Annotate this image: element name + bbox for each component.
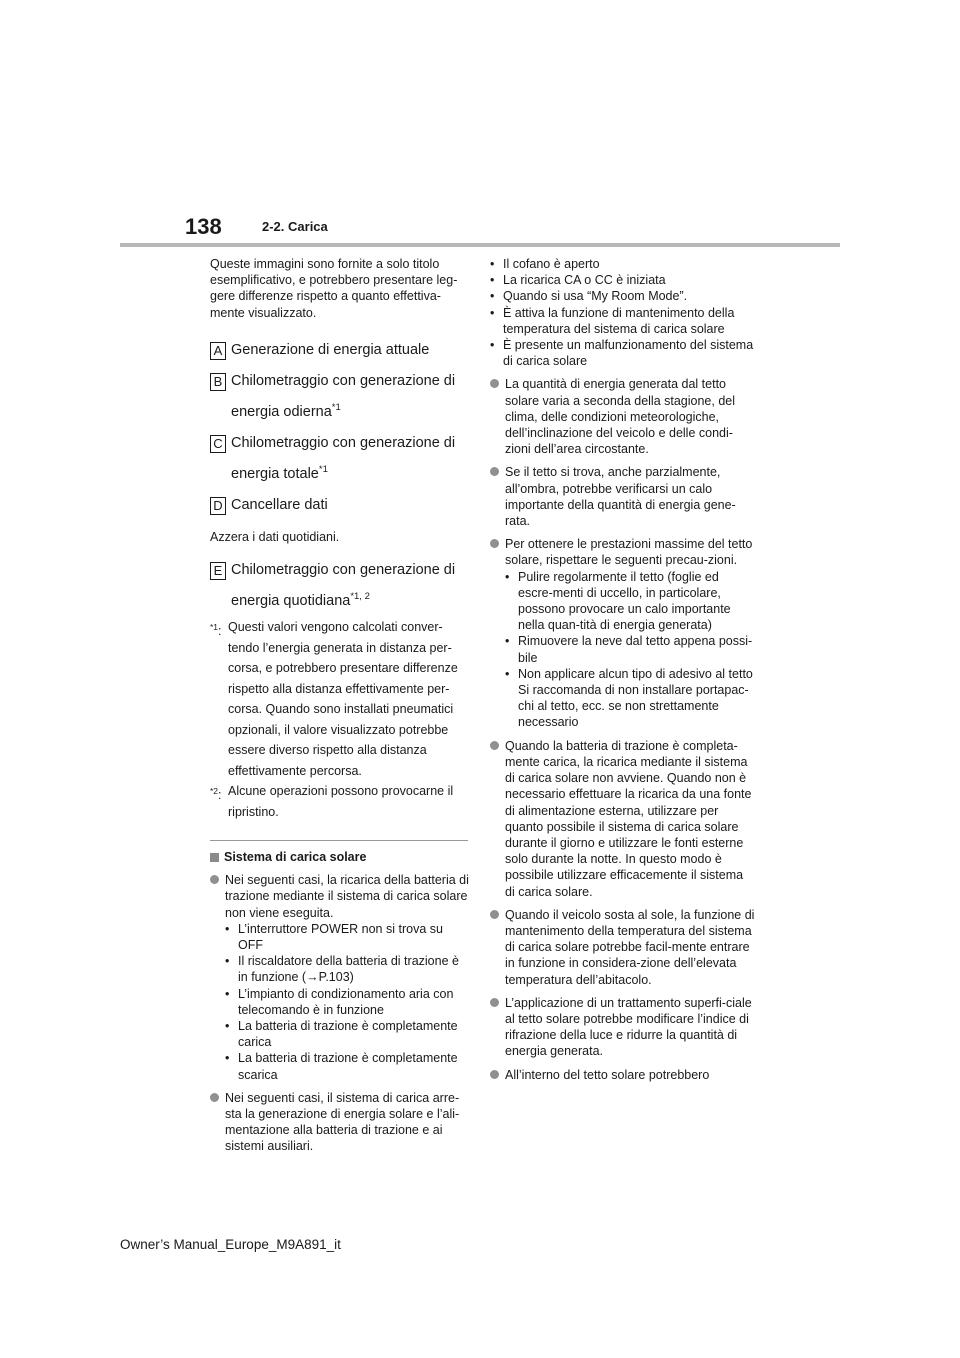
item-text: Generazione di energia attuale [231,341,430,358]
footer-label: Owner’s Manual_Europe_M9A891_it [120,1237,341,1252]
list-item [210,1090,470,1155]
list-item [490,995,755,1060]
sub-list-item: • La batteria di trazione è completamente scarica [225,1051,458,1082]
item-d-note: Azzera i dati quotidiani. [210,529,340,544]
bullet-text: Quando il veicolo sosta al sole, la funzione di mantenimento della temperatura del sistema di carica solare potrebbe facil-mente entrare in funzione in considera-zione dell’elevata temperatura dell’abitacolo. [505,907,755,987]
footnote-mark: *1 [210,622,219,633]
sub-list-item: • Il riscaldatore della batteria di trazione è in funzione (→P.103) [225,954,459,985]
list-item [490,464,755,529]
item-text: Cancellare dati [231,496,328,513]
sub-list-item: • È attiva la funzione di mantenimento della temperatura del sistema di carica solare [490,305,735,336]
bullet-dot-icon [490,1070,499,1079]
bullet-text: Nei seguenti casi, la ricarica della batteria di trazione mediante il sistema di carica solare non viene eseguita. [225,873,469,920]
section-label: 2-2. Carica [262,219,328,234]
sub-list-item: • L’interruttore POWER non si trova su OFF [225,921,443,953]
letter-badge: C [210,435,226,453]
section-heading [210,849,470,865]
bullet-text: All’interno del tetto solare potrebbero [505,1067,710,1082]
bullet-dot-icon [490,467,499,476]
item-text: Chilometraggio con generazione di energia quotidiana [231,562,456,610]
item-c [210,428,470,490]
list-item [490,1067,755,1083]
page-number: 138 [185,214,222,239]
sub-list [490,256,755,369]
bullet-dot-icon [210,1093,219,1102]
sub-list-item: • Quando si usa “My Room Mode”. [490,289,688,304]
bullet-text: Per ottenere le prestazioni massime del tetto solare, rispettare le seguenti precau-zioni. [505,537,753,568]
right-column [490,256,755,1090]
sub-list [225,921,470,1083]
bullet-text: La quantità di energia generata dal tetto solare varia a seconda della stagione, del clima, delle condizioni meteorologiche, dell’inclinazione del veicolo e delle condi-zioni dell’area circostante. [505,377,736,457]
sub-list-item: • L’impianto di condizionamento aria con telecomando è in funzione [225,986,454,1017]
item-b [210,366,470,428]
bullet-dot-icon [490,910,499,919]
item-text: Chilometraggio con generazione di energia odierna [231,372,456,420]
bullet-dot-icon [210,875,219,884]
bullet-dot-icon [490,741,499,750]
item-d [210,490,470,521]
letter-badge: E [210,562,226,580]
bullet-text: L’applicazione di un trattamento superfi-ciale al tetto solare potrebbe modificare l’indice di rifrazione della luce e ridurre la quantità di energia generata. [505,995,752,1059]
sub-list-item: • È presente un malfunzionamento del sistema di carica solare [490,338,754,369]
footnote-text: Questi valori vengono calcolati conver-tendo l’energia generata in distanza per-corsa, e potrebbero presentare differenze rispetto alla distanza effettivamente per-corsa. Quando sono installati pneumatici opzionali, il valore visualizzato potrebbe essere diverso rispetto alla distanza effettivamente percorsa. [228,620,458,778]
list-item [490,536,755,730]
footnote-ref: *1, 2 [350,591,370,603]
bullet-dot-icon [490,379,499,388]
sub-list-item: • Non applicare alcun tipo di adesivo al tetto Si raccomanda di non installare portapac-chi al tetto, ecc. se non strettamente necessario [505,666,753,730]
sub-list-item: • Il cofano è aperto [490,257,600,271]
footnote-1: $^{*1}$: Questi valori vengono calcolati conver-tendo l’energia generata in distanza per-corsa, e potrebbero presentare differenze rispetto alla distanza effettivamente per-corsa. Quando sono installati pneumatici opzionali, il valore visualizzato potrebbe essere diverso rispetto alla distanza effettivamente percorsa. [210,617,470,781]
footnote-2: $^{*2}$: Alcune operazioni possono provocarne il ripristino. [210,781,470,822]
bullet-dot-icon [490,539,499,548]
bullet-text: Quando la batteria di trazione è completa-mente carica, la ricarica mediante il sistema di carica solare non avviene. Quando non è necessario effettuare la ricarica da una fonte di alimentazione esterna, utilizzare per quanto possibile il sistema di carica solare durante il giorno e utilizzare le fonti esterne solo durante la notte. In questo modo è possibile utilizzare efficacemente il sistema di carica solare. [505,738,752,899]
list-item [490,907,755,988]
intro-paragraph: Queste immagini sono fornite a solo titolo esemplificativo, e potrebbero presentare leg-gere differenze rispetto a quanto effettiva-mente visualizzato. [210,257,458,320]
list-item [210,872,470,1083]
letter-badge: B [210,373,226,391]
sub-list-item: • La ricarica CA o CC è iniziata [490,273,666,288]
sub-list-item: • Rimuovere la neve dal tetto appena possi-bile [505,634,753,665]
footnote-text: Alcune operazioni possono provocarne il ripristino. [228,784,454,819]
sub-list-item: • La batteria di trazione è completamente carica [225,1019,458,1050]
list-item [490,376,755,457]
left-column [210,256,470,1162]
item-e [210,555,470,617]
sub-list-item: • Pulire regolarmente il tetto (foglie ed escre-menti di uccello, in particolare, possono provocare un calo importante nella quan-tità di energia generata) [505,569,731,633]
item-text: Chilometraggio con generazione di energia totale [231,434,456,482]
letter-badge: A [210,342,226,360]
footnote-mark: *2 [210,786,219,797]
footnote-ref: *1 [318,463,328,475]
bullet-text: Nei seguenti casi, il sistema di carica arre-sta la generazione di energia solare e l’ali-mentazione alla batteria di trazione e ai sistemi ausiliari. [225,1090,460,1154]
item-a [210,335,470,366]
letter-badge: D [210,497,226,515]
bullet-text: Se il tetto si trova, anche parzialmente, all’ombra, potrebbe verificarsi un calo importante della quantità di energia gene-rata. [505,465,736,529]
footnote-ref: *1 [331,401,341,413]
bullet-dot-icon [490,998,499,1007]
sub-list [505,569,755,731]
section-heading-text: Sistema di carica solare [224,850,367,865]
section-divider [210,840,468,841]
list-item [490,738,755,900]
square-marker-icon [210,853,219,862]
header-rule [120,243,840,247]
